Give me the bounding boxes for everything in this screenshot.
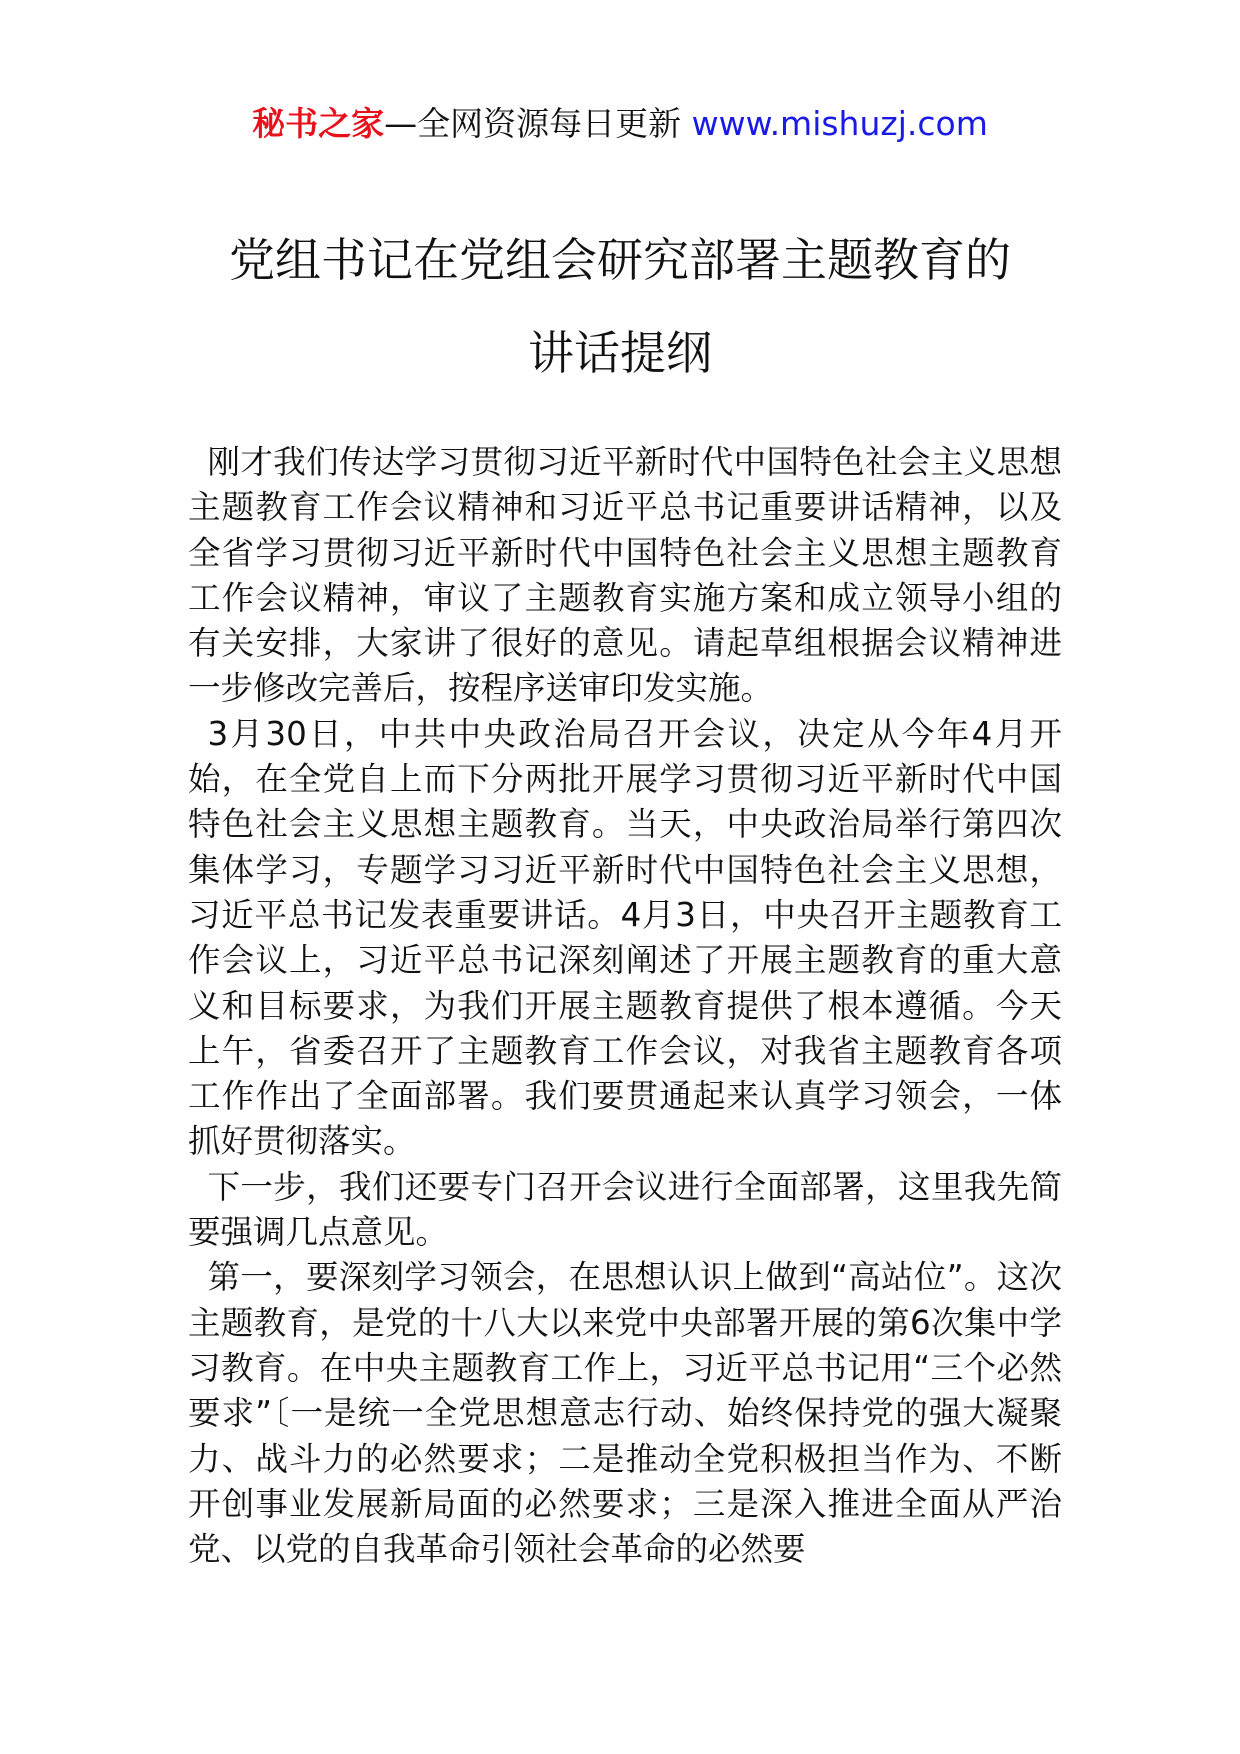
body-paragraph: 下一步，我们还要专门召开会议进行全面部署，这里我先简要强调几点意见。 [188,1167,1062,1252]
site-url-link[interactable]: www.mishuzj.com [691,104,988,143]
body-paragraph: 3月30日，中共中央政治局召开会议，决定从今年4月开始，在全党自上而下分两批开展学习贯彻习近平新时代中国特色社会主义思想主题教育。当天，中央政治局举行第四次集体学习，专题学习习近平新时代中国特色社会主义思想，习近平总书记发表重要讲话。4月3日，中央召开主题教育工作会议上，习近平总书记深刻阐述了开展主题教育的重大意义和目标要求，为我们开展主题教育提供了根本遵循。今天上午，省委召开了主题教育工作会议，对我省主题教育各项工作作出了全面部署。我们要贯通起来认真学习领会，一体抓好贯彻落实。 [188,714,1062,1161]
body-paragraph: 刚才我们传达学习贯彻习近平新时代中国特色社会主义思想主题教育工作会议精神和习近平总书记重要讲话精神，以及全省学习贯彻习近平新时代中国特色社会主义思想主题教育工作会议精神，审议了主题教育实施方案和成立领导小组的有关安排，大家讲了很好的意见。请起草组根据会议精神进一步修改完善后，按程序送审印发实施。 [188,443,1062,708]
document-title-line-2: 讲话提纲 [528,326,712,380]
site-header [0,104,1240,144]
document-body [188,440,1062,1572]
site-brand: 秘书之家 [252,104,385,143]
site-tagline: —全网资源每日更新 [384,104,692,143]
body-paragraph: 第一，要深刻学习领会，在思想认识上做到“高站位”。这次主题教育，是党的十八大以来党中央部署开展的第6次集中学习教育。在中央主题教育工作上，习近平总书记用“三个必然要求”〔一是统一全党思想意志行动、始终保持党的强大凝聚力、战斗力的必然要求；二是推动全党积极担当作为、不断开创事业发展新局面的必然要求；三是深入推进全面从严治党、以党的自我革命引领社会革命的必然要 [188,1258,1062,1569]
document-title-line-1: 党组书记在党组会研究部署主题教育的 [229,233,1011,287]
